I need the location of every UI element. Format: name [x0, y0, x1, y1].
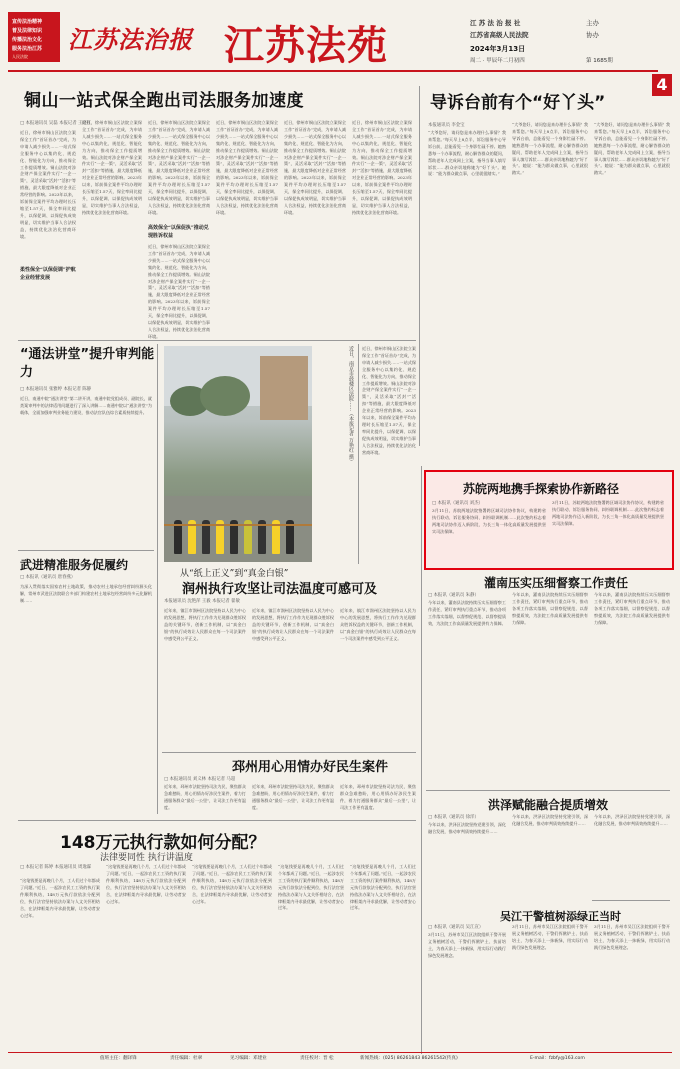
section-divider	[18, 340, 416, 341]
body-wujiang-col3: 3月11日，苏州市吴江区法院组织干警开展义务植树活动，干警们挥锹铲土、扶苗培土，为春天添上一抹新绿，用实际行动践行绿色发展理念。	[594, 924, 670, 950]
byline-guannan: □ 本报讯（通讯员 朱静）	[428, 593, 479, 598]
body-hongze-col1: 今年以来，洪泽区法院坚持党建引领，深化融合发展，推动审判质效持续提升……	[428, 822, 506, 834]
logo-line: 服务法治江苏	[12, 46, 43, 52]
body-guannan-col2: 今年以来，灌南县法院持续压实压细督察工作责任，紧盯审判执行重点环节，推动各项工作落实落细，以督察促规范、以督察提质效，为法院工作高质量发展提供有力保障。	[512, 592, 588, 625]
section-divider	[18, 550, 154, 551]
byline-cooperation: □ 本报讯（通讯员 刘杰）	[432, 501, 483, 506]
subhead-tongshan: 高效保全“以保促执”推动兑现胜诉权益	[148, 225, 209, 239]
body-guide-col3: “大爷您好，请问您是来办理什么事情？我来帮您。”每天早上8点半，诉讼服务中心导诉台前，总能看见一个身影忙碌不停。她熟悉每一个办事流程，耐心解答群众的疑问，帮助老年人完成网上立案，指导当事人填写诉状……群众亲切地称她为“好丫头”。她说：“能为群众做点事，心里就很踏实。”	[594, 122, 670, 176]
body-wujiang-col1: 3月11日，苏州市吴江区法院组织干警开展义务植树活动，干警们挥锹铲土、扶苗培土，为春天添上一抹新绿，用实际行动践行绿色发展理念。	[428, 932, 506, 958]
body-wage-col3: “这笔钱要是再晚几个月，工人们过个年都成了问题。”近日，一起涉农民工工资的执行案件顺利执结，148万元执行款依法分配到位，执行法官坚持依法办案与人文关怀相结合，在法律框架内寻求最优解，让劳动者安心过年。	[192, 864, 272, 904]
body-tongshan-col3: 近日，徐州市铜山区法院立案保全工作“首证首办”完成，为申请人减少损失……一站式保全服务中心以集约化、规范化、智能化为方向，推动保全工作提质增效。铜山法院对涉企财产保全案件实行“一企一策”，灵活采取“活封”“活扣”等措施，最大限度降低对企业正常经营的影响。2023年以来，诉前保全案件平均办理时长压缩至1.57天，保全率同比提升，以保促调、以保促执成效明显，切实维护当事人合法权益，持续优化法治化营商环境。	[148, 120, 210, 215]
news-photo	[164, 346, 312, 562]
sponsor-role: 协办	[586, 31, 599, 39]
proofreader: 责任校对：晋 松	[300, 1056, 334, 1061]
headline-wujiang: 吴江干警植树添绿正当时	[500, 910, 621, 923]
body-pizhou-col3: 近年来，邳州市法院坚持司法为民，聚焦群众急难愁盼，用心用情办好涉民生案件，着力打通服务群众“最后一公里”，让司法工作更有温度。	[340, 784, 416, 810]
byline-wujiang: □ 本报讯（通讯员 吴江宣）	[428, 925, 484, 930]
body-tongshan-col6: 近日，徐州市铜山区法院立案保全工作“首证首办”完成，为申请人减少损失……一站式保全服务中心以集约化、规范化、智能化为方向，推动保全工作提质增效。铜山法院对涉企财产保全案件实行“一企一策”，灵活采取“活封”“活扣”等措施，最大限度降低对企业正常经营的影响。2023年以来，诉前保全案件平均办理时长压缩至1.57天，保全率同比提升，以保促调、以保促执成效明显，切实维护当事人合法权益，持续优化法治化营商环境。	[352, 120, 412, 215]
byline-tongshan: □ 本报通讯员 吴磊 本报记者 王晓红	[20, 121, 92, 126]
sponsor-line: 江 苏 法 治 报 社	[470, 19, 521, 27]
headline-cooperation: 苏皖两地携手探索协作新路径	[463, 482, 620, 496]
responsible-editor: 责任编辑：杜翠	[170, 1056, 203, 1061]
column-divider	[358, 344, 359, 564]
photo-caption: 近日，南京市鼓楼区法院……（本报记者 万艳红 摄）	[348, 346, 354, 465]
contact-email: E-mail：fzbfy@163.com	[530, 1056, 585, 1061]
subheadline-wage: 法律要同性 执行讲温度	[100, 853, 193, 863]
body-cooperation-col1: 3月11日，苏皖两地法院签署跨区域司法协作协议，构建跨省执行联动、诉讼服务协同、纠纷联调机制……此次签约标志着两地司法协作迈入新阶段，为长三角一体化高质量发展提供坚实司法保障。	[432, 508, 546, 534]
headline-hongze: 洪泽赋能融合提质增效	[488, 798, 609, 812]
logo-line: 人民法院	[12, 54, 28, 59]
body-pizhou-col2: 近年来，邳州市法院坚持司法为民，聚焦群众急难愁盼，用心用情办好涉民生案件，着力打通服务群众“最后一公里”，让司法工作更有温度。	[252, 784, 334, 810]
headline-wage: 148万元执行款如何分配？	[60, 833, 266, 853]
column-divider	[157, 344, 158, 814]
headline-tongshan: 铜山一站式保全跑出司法服务加速度	[24, 91, 304, 111]
body-wage-col4: “这笔钱要是再晚几个月，工人们过个年都成了问题。”近日，一起涉农民工工资的执行案件顺利执结，148万元执行款依法分配到位，执行法官坚持依法办案与人文关怀相结合，在法律框架内寻求最优解，让劳动者安心过年。	[278, 864, 344, 911]
masthead-rule	[8, 70, 658, 72]
body-tongshan-tail: 近日，徐州市铜山区法院立案保全工作“首证首办”完成，为申请人减少损失……一站式保全服务中心以集约化、规范化、智能化为方向，推动保全工作提质增效。铜山法院对涉企财产保全案件实行“一企一策”，灵活采取“活封”“活扣”等措施，最大限度降低对企业正常经营的影响。2023年以来，诉前保全案件平均办理时长压缩至1.57天，保全率同比提升，以保促调、以保促执成效明显，切实维护当事人合法权益，持续优化法治化营商环境。	[362, 346, 416, 455]
byline-pizhou: □ 本报通讯员 刘义林 本报记者 马超	[164, 777, 236, 782]
headline-guide: 导诉台前有个“好丫头”	[430, 93, 606, 113]
page-number: 4	[656, 75, 668, 94]
paper-name-script: 江苏法治报	[68, 25, 193, 54]
byline-tongzhi: □ 本报通讯员 张雅婷 本报记者 陈静	[20, 387, 92, 392]
byline-guide: 本报通讯员 李金宝	[428, 123, 465, 128]
byline-wujin: □ 本报讯（通讯员 唐春燕）	[20, 575, 76, 580]
body-tongshan-col5: 近日，徐州市铜山区法院立案保全工作“首证首办”完成，为申请人减少损失……一站式保全服务中心以集约化、规范化、智能化为方向，推动保全工作提质增效。铜山法院对涉企财产保全案件实行“一企一策”，灵活采取“活封”“活扣”等措施，最大限度降低对企业正常经营的影响。2023年以来，诉前保全案件平均办理时长压缩至1.57天，保全率同比提升，以保促调、以保促执成效明显，切实维护当事人合法权益，持续优化法治化营商环境。	[284, 120, 346, 215]
body-guide-col2: “大爷您好，请问您是来办理什么事情？我来帮您。”每天早上8点半，诉讼服务中心导诉台前，总能看见一个身影忙碌不停。她熟悉每一个办事流程，耐心解答群众的疑问，帮助老年人完成网上立案，指导当事人填写诉状……群众亲切地称她为“好丫头”。她说：“能为群众做点事，心里就很踏实。”	[512, 122, 588, 176]
tongzhi-title: “通法讲堂”提升审判能力	[20, 347, 155, 380]
footer-bar	[100, 1055, 660, 1065]
sponsor-line: 江苏省高级人民法院	[470, 31, 529, 39]
section-divider	[592, 900, 670, 901]
logo-line: 宣传法治精神	[12, 19, 43, 25]
logo-line: 普及法律知识	[12, 28, 43, 34]
issue-date: 2024年3月13日	[470, 45, 526, 53]
headline-wujin: 武进精准服务促履约	[20, 558, 129, 572]
body-cooperation-col2: 3月11日，苏皖两地法院签署跨区域司法协作协议，构建跨省执行联动、诉讼服务协同、纠纷联调机制……此次签约标志着两地司法协作迈入新阶段，为长三角一体化高质量发展提供坚实司法保障。	[552, 500, 664, 526]
trainee-editor: 见习编辑：邓建业	[230, 1056, 267, 1061]
body-guide-col1: “大爷您好，请问您是来办理什么事情？我来帮您。”每天早上8点半，诉讼服务中心导诉台前，总能看见一个身影忙碌不停。她熟悉每一个办事流程，耐心解答群众的疑问，帮助老年人完成网上立案，指导当事人填写诉状……群众亲切地称她为“好丫头”。她说：“能为群众做点事，心里就很踏实。”	[428, 130, 506, 177]
body-guannan-col3: 今年以来，灌南县法院持续压实压细督察工作责任，紧盯审判执行重点环节，推动各项工作落实落细，以督察促规范、以督察提质效，为法院工作高质量发展提供有力保障。	[594, 592, 670, 625]
body-guannan-col1: 今年以来，灌南县法院持续压实压细督察工作责任，紧盯审判执行重点环节，推动各项工作落实落细，以督察促规范、以督察提质效，为法院工作高质量发展提供有力保障。	[428, 600, 506, 626]
body-runzhou-col1: 近年来，镇江市润州区法院坚持以人民为中心的发展思想，将执行工作作为兑现群众胜诉权益的关键环节，创新工作机制，以“真金白银”的执行成效让人民群众在每一个司法案件中感受到公平正义。	[164, 608, 246, 641]
byline-hongze: □ 本报讯（通讯员 徐洋）	[428, 815, 479, 820]
section-divider	[18, 820, 416, 821]
body-wujiang-col2: 3月11日，苏州市吴江区法院组织干警开展义务植树活动，干警们挥锹铲土、扶苗培土，为春天添上一抹新绿，用实际行动践行绿色发展理念。	[512, 924, 588, 950]
body-tongshan-col3b: 近日，徐州市铜山区法院立案保全工作“首证首办”完成，为申请人减少损失……一站式保全服务中心以集约化、规范化、智能化为方向，推动保全工作提质增效。铜山法院对涉企财产保全案件实行“一企一策”，灵活采取“活封”“活扣”等措施，最大限度降低对企业正常经营的影响。2023年以来，诉前保全案件平均办理时长压缩至1.57天，保全率同比提升，以保促调、以保促执成效明显，切实维护当事人合法权益，持续优化法治化营商环境。	[148, 244, 210, 339]
headline-pizhou: 邳州用心用情办好民生案件	[232, 760, 389, 775]
body-wage-col5: “这笔钱要是再晚几个月，工人们过个年都成了问题。”近日，一起涉农民工工资的执行案件顺利执结，148万元执行款依法分配到位，执行法官坚持依法办案与人文关怀相结合，在法律框架内寻求最优解，让劳动者安心过年。	[350, 864, 416, 911]
footer-rule	[8, 1052, 672, 1053]
body-runzhou-col2: 近年来，镇江市润州区法院坚持以人民为中心的发展思想，将执行工作作为兑现群众胜诉权益的关键环节，创新工作机制，以“真金白银”的执行成效让人民群众在每一个司法案件中感受到公平正义。	[252, 608, 334, 641]
column-divider	[419, 86, 420, 446]
byline-wage: □ 本报记者 陈婷 本报通讯员 周逸霖	[20, 865, 92, 870]
paper-logo-emblem	[8, 12, 60, 62]
page-number-badge	[652, 74, 672, 96]
headline-tongzhi-1	[20, 346, 160, 382]
body-hongze-col3: 今年以来，洪泽区法院坚持党建引领，深化融合发展，推动审判质效持续提升……	[594, 814, 670, 826]
duty-editor: 值班主任：翻译锋	[100, 1056, 137, 1061]
headline-guannan: 灌南压实压细督察工作责任	[484, 576, 629, 590]
body-runzhou-col3: 近年来，镇江市润州区法院坚持以人民为中心的发展思想，将执行工作作为兑现群众胜诉权益的关键环节，创新工作机制，以“真金白银”的执行成效让人民群众在每一个司法案件中感受到公平正义。	[340, 608, 416, 641]
news-hotline: 新闻热线：(025) 86261843 86261542(传真)	[360, 1056, 458, 1061]
section-title-block: 江苏法苑	[224, 23, 388, 69]
section-divider	[162, 752, 416, 753]
sponsor-role: 主办	[586, 19, 599, 27]
headline-runzhou-kicker: 从“纸上正义”到“真金白银”	[180, 569, 289, 579]
body-wage-col2: “这笔钱要是再晚几个月，工人们过个年都成了问题。”近日，一起涉农民工工资的执行案件顺利执结，148万元执行款依法分配到位，执行法官坚持依法办案与人文关怀相结合，在法律框架内寻求最优解，让劳动者安心过年。	[106, 864, 186, 904]
body-tongshan-col1: 近日，徐州市铜山区法院立案保全工作“首证首办”完成，为申请人减少损失……一站式保全服务中心以集约化、规范化、智能化为方向，推动保全工作提质增效。铜山法院对涉企财产保全案件实行“一企一策”，灵活采取“活封”“活扣”等措施，最大限度降低对企业正常经营的影响。2023年以来，诉前保全案件平均办理时长压缩至1.57天，保全率同比提升，以保促调、以保促执成效明显，切实维护当事人合法权益，持续优化法治化营商环境。	[20, 130, 76, 239]
body-tongshan-col2: 近日，徐州市铜山区法院立案保全工作“首证首办”完成，为申请人减少损失……一站式保全服务中心以集约化、规范化、智能化为方向，推动保全工作提质增效。铜山法院对涉企财产保全案件实行“一企一策”，灵活采取“活封”“活扣”等措施，最大限度降低对企业正常经营的影响。2023年以来，诉前保全案件平均办理时长压缩至1.57天，保全率同比提升，以保促调、以保促执成效明显，切实维护当事人合法权益，持续优化法治化营商环境。	[82, 120, 142, 215]
issue-weekday: 周二 · 甲辰年二月初四	[470, 58, 525, 64]
body-tongzhi: 近日，南通中院“通法讲堂”第二讲开讲，南通中院党组成员、副院长，就类案审判中的法律适用问题进行了深入讲解……南通中院以“通法讲堂”为载体，全面加强审判业务能力建设，推动法官队伍综合素质持续提升。	[20, 396, 152, 415]
headline-runzhou: 润州执行攻坚让司法温度可感可及	[182, 582, 378, 597]
logo-line: 传播法治文化	[12, 37, 43, 43]
body-pizhou-col1: 近年来，邳州市法院坚持司法为民，聚焦群众急难愁盼，用心用情办好涉民生案件，着力打通服务群众“最后一公里”，让司法工作更有温度。	[164, 784, 246, 810]
column-divider	[421, 466, 422, 1054]
body-hongze-col2: 今年以来，洪泽区法院坚持党建引领，深化融合发展，推动审判质效持续提升……	[512, 814, 588, 826]
body-wujin: 为深入贯彻落实国家农村土地政策，推动农村土地承包经营纠纷源头化解，常州市武进区法院联合多部门构建农村土地承包经营纠纷多元化解机制……	[20, 584, 152, 603]
issue-number: 第 1685期	[586, 58, 613, 64]
masthead	[8, 8, 672, 69]
subhead-tongshan: 柔性保全“以保促调”护航企业经营发展	[20, 267, 76, 281]
section-divider	[426, 790, 670, 791]
byline-runzhou: 本报通讯员 沈艳萍 王毅 本报记者 翟敏	[164, 599, 240, 604]
body-tongshan-col4: 近日，徐州市铜山区法院立案保全工作“首证首办”完成，为申请人减少损失……一站式保全服务中心以集约化、规范化、智能化为方向，推动保全工作提质增效。铜山法院对涉企财产保全案件实行“一企一策”，灵活采取“活封”“活扣”等措施，最大限度降低对企业正常经营的影响。2023年以来，诉前保全案件平均办理时长压缩至1.57天，保全率同比提升，以保促调、以保促执成效明显，切实维护当事人合法权益，持续优化法治化营商环境。	[216, 120, 278, 215]
body-wage-col1: “这笔钱要是再晚几个月，工人们过个年都成了问题。”近日，一起涉农民工工资的执行案件顺利执结，148万元执行款依法分配到位，执行法官坚持依法办案与人文关怀相结合，在法律框架内寻求最优解，让劳动者安心过年。	[20, 878, 100, 918]
